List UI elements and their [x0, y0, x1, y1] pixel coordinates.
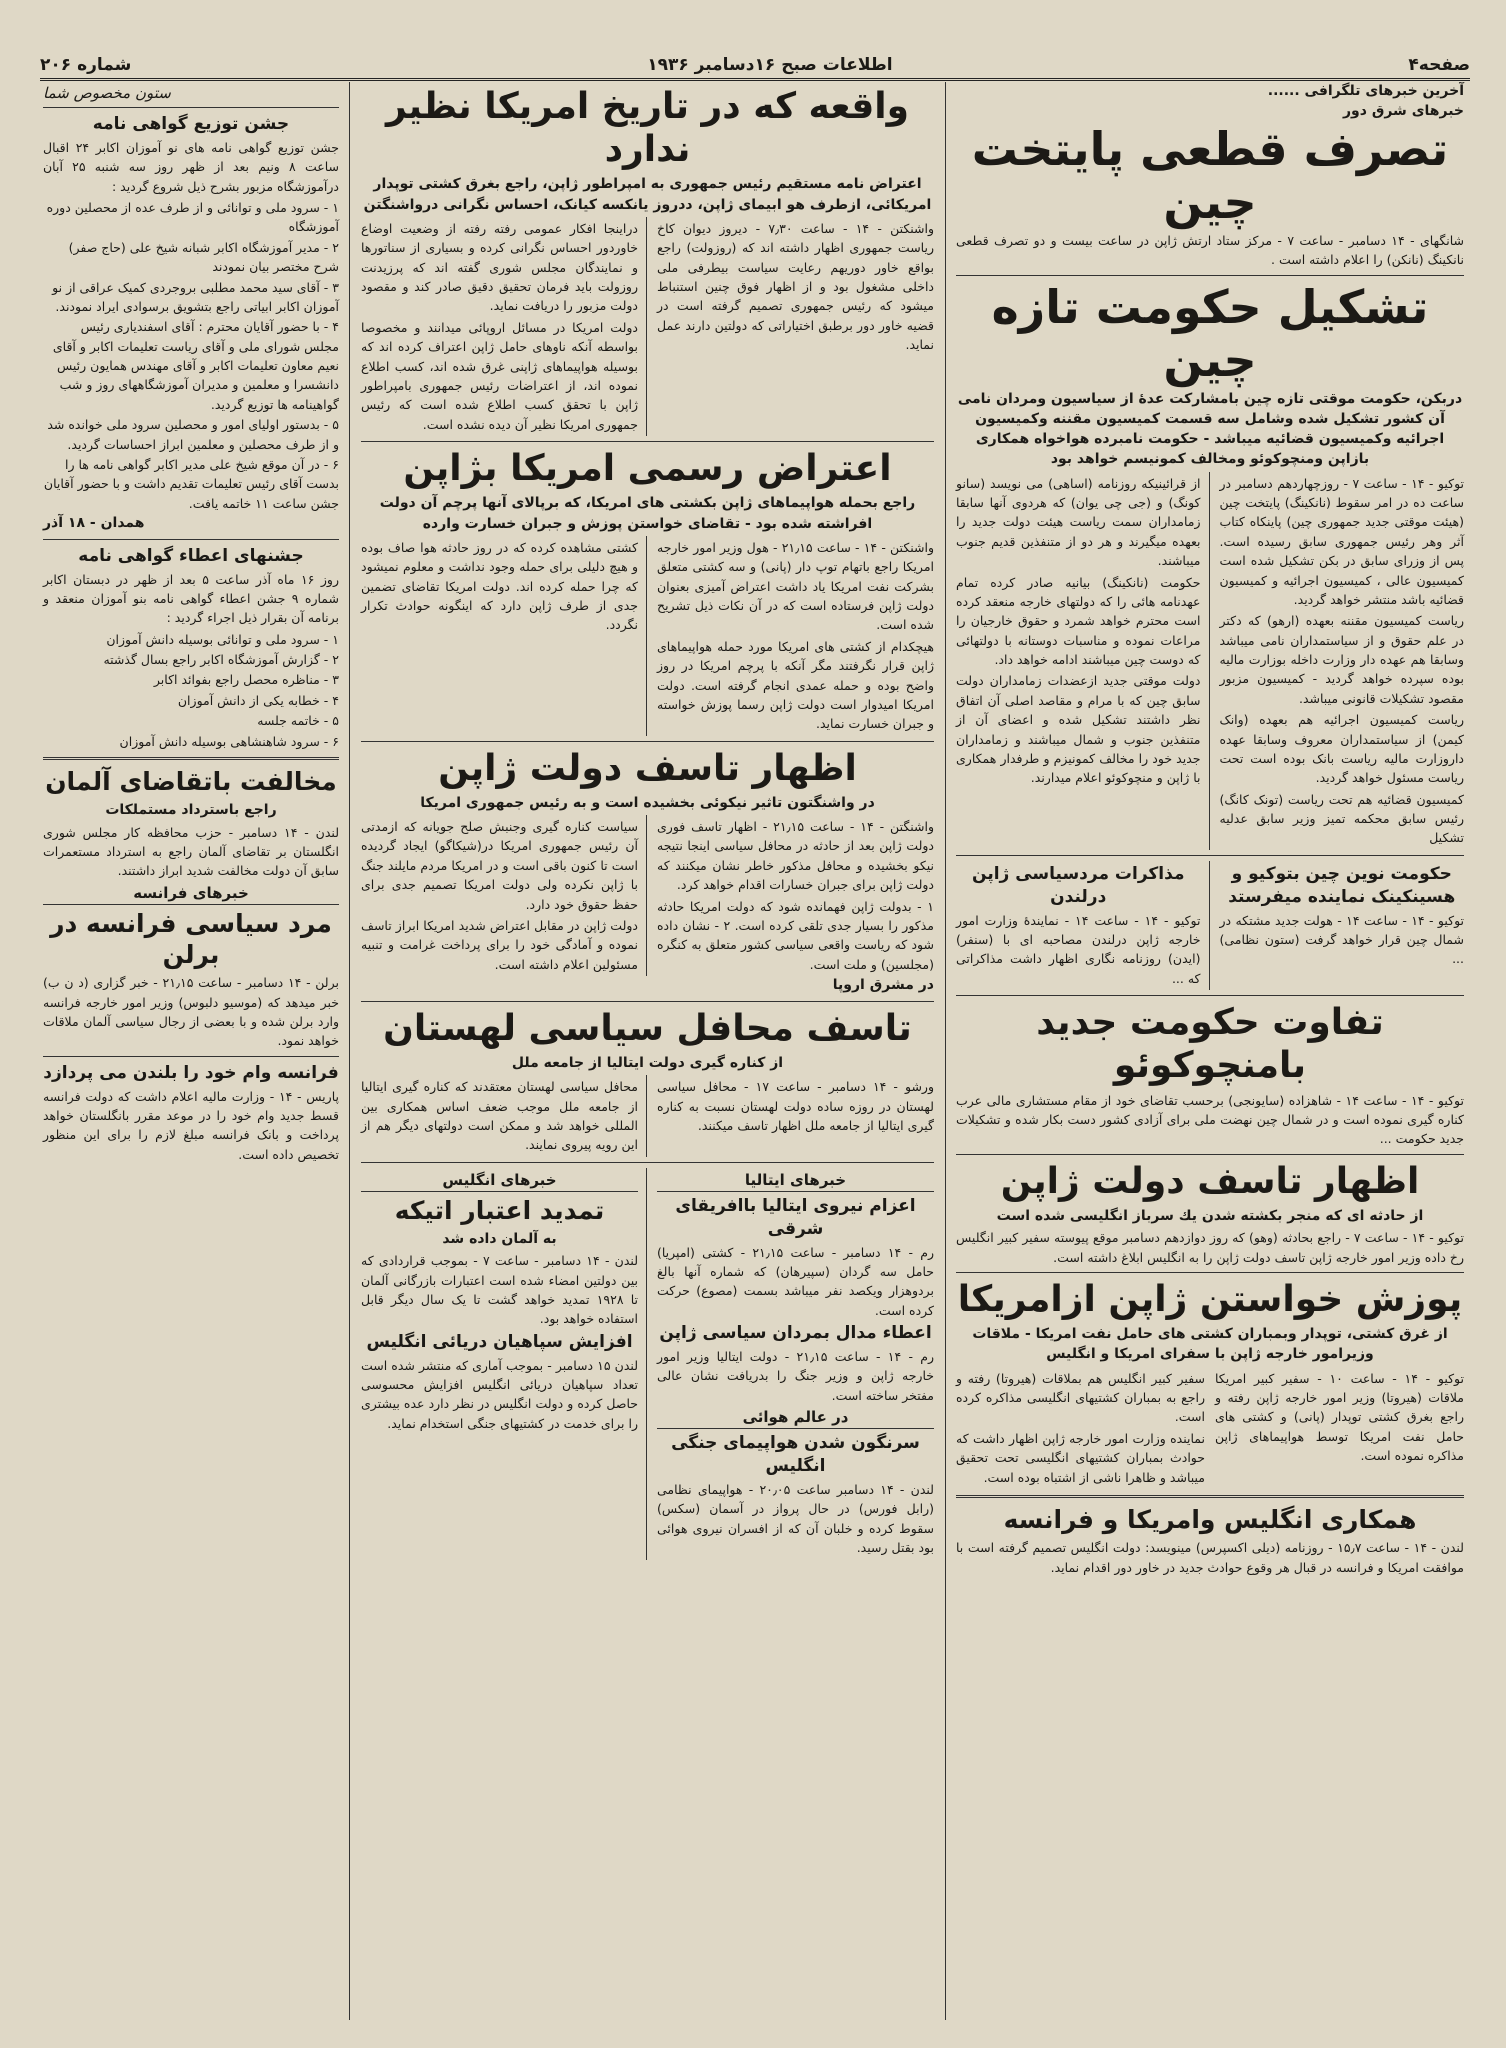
headline: تاسف محافل سیاسی لهستان — [383, 1007, 912, 1049]
article-text: واشنگتن - ۱۴ - ساعت ۲۱٫۱۵ - اظهار تاسف فوری دولت ژاپن بعد از حادثه در محافل سیاسی اینجا نتیجه نیکو بخشیده و محافل مذکور خاطر نشان میکنند که دولت ژاپن برای جبران خسارات اقدام خواهد کرد. — [657, 819, 935, 893]
headline: سرنگون شدن هواپیمای جنگی انگلیس — [671, 1433, 920, 1477]
article-text: برلن - ۱۴ دسامبر - ساعت ۲۱٫۱۵ - خبر گزاری (د ن ب) خبر میدهد که (موسیو دلبوس) وزیر امور خارجه فرانسه وارد برلن شده و با بعضی از رجال سیاسی آلمان ملاقات خواهد نمود. — [43, 975, 339, 1049]
list-item: ۶ - در آن موقع شیخ علی مدیر اکابر گواهی نامه ها را بدست آقای رئیس تعلیمات تقدیم داشت و با حضور آقایان جشن ساعت ۱۱ خاتمه یافت. — [43, 456, 339, 511]
article-text: ورشو - ۱۴ دسامبر - ساعت ۱۷ - محافل سیاسی لهستان در روزه ساده دولت لهستان نسبت به کناره گیری ایتالیا از جامعه ملل اظهار تاسف میکنند. — [657, 1079, 934, 1133]
list-item: ۵ - خاتمه جلسه — [257, 713, 339, 729]
article-text: لندن - ۱۴ - ساعت ۱۵٫۷ - روزنامه (دیلی اکسپرس) مینویسد: دولت انگلیس تصمیم گرفته است با موافقت امریکا و فرانسه در قبال هر وقوع حوادث جدید در خاور دور اقدام نماید. — [956, 1540, 1464, 1575]
headline: مخالفت باتقاضای آلمان — [45, 766, 337, 796]
list-item: ۴ - با حضور آقایان محترم : آقای اسفندیاری رئیس مجلس شورای ملی و آقای ریاست تعلیمات اکابر و آقای نعیم معاون تعلیمات اکابر و آقای مهندس همایون رئیس دانشسرا و معلمین و مدیران آموزشگاههای روز و شب گواهینامه ها توزیع گردید. — [52, 319, 339, 412]
list-item: ۳ - آقای سید محمد مطلبی بروجردی کمیک عراقی از نو آموزان اکابر ابیاتی راجع بتشویق برسوادی ایراد نمودند. — [52, 279, 339, 314]
article-text: رم - ۱۴ - ساعت ۲۱٫۱۵ - دولت ایتالیا وزیر امور خارجه ژاپن و وزیر جنگ را بدریافت نشان عالی مفتخر ساخته است. — [657, 1349, 935, 1403]
headline: اظهار تاسف دولت ژاپن — [1000, 1160, 1420, 1202]
headline: پوزش خواستن ژاپن ازامریکا — [957, 1278, 1463, 1320]
headline: مذاکرات مردسیاسی ژاپن درلندن — [972, 863, 1185, 907]
article-text: واشنکتن - ۱۴ - ساعت ۲۱٫۱۵ - هول وزیر امور خارجه امریکا راجع باتهام توپ دار (پانی) و سه کشتی متعلق بشرکت نفت امریکا یاد داشت اعتراض آمیزی بعنوان دولت ژاپن فرستاده است که در آن نکات ذیل تشریح شده است. — [657, 539, 934, 633]
list-item: ۴ - خطابه یکی از دانش آموزان — [177, 692, 339, 708]
subheadline: اعتراض نامه مستقیم رئیس جمهوری به امپراطور ژاپن، راجع بغرق کشتی توپدار امریکائی، ازطرف هو ابیمای ژاپن، ددروز یانکسه کیانک، احساس نگرانی درواشنگتن — [363, 176, 932, 213]
article-text: سیاست کناره گیری وجنبش صلح جویانه که ازمدتی آن رئیس جمهوری امریکا در(شیکاگو) ایجاد گردیده است تا کنون باقی است و در امریکا مردم مایلند جنگ با ژاپن نکرده ولی دولت امریکا تصمیم جدی برای حفظ حقوق خود دارد. — [361, 819, 638, 912]
list-item: ۲ - گزارش آموزشگاه اکابر راجع بسال گذشته — [103, 652, 339, 668]
section-label: خبرهای فرانسه — [43, 884, 339, 905]
subheadline: راجع بحمله هواپیماهای ژاپن بکشتی های امریکا، که برپالای آنها پرچم آن دولت افراشته شده بود - تقاضای خواستن پوزش و جبران خسارت وارده — [379, 495, 916, 532]
article-text: شانگهای - ۱۴ دسامبر - ساعت ۷ - مرکز ستاد ارتش ژاپن در ساعت بیست و دو تصرف قطعی نانکینگ (نانکن) را اعلام داشته است . — [956, 232, 1465, 268]
article-text: توکیو - ۱۴ - ساعت ۷ - راجع بحادثه (وهو) که روز دوازدهم دسامبر موقع پیوسته سفیر کبیر انگلیس رخ داده وزیر امور خارجه ژاپن تاسف دولت ژاپن را به انگلیس ابلاغ داشته است. — [956, 1230, 1464, 1265]
article-text: جشن توزیع گواهی نامه های نو آموزان اکابر ۲۴ اقبال ساعت ۸ ونیم بعد از ظهر روز سه شنبه ۲۵ آبان درآموزشگاه مزبور بشرح ذیل شروع گردید : — [43, 139, 339, 194]
article-text: حکومت (نانکینگ) بیانیه صادر کرده تمام عهدنامه هائی را که دولتهای خارجه منعقد کرده است محترم خواهد شمرد و حقوق خارجیان را مراعات نموده و مناسبات دوستانه با دولتهائی که دوست چین میباشند ادامه خواهد داد. — [956, 574, 1201, 668]
page-number: صفحه۴ — [1408, 55, 1470, 75]
headline: تشکیل حکومت تازه چین — [991, 279, 1429, 387]
headline: اظهار تاسف دولت ژاپن — [438, 747, 857, 789]
latest-news-label: آخرین خبرهای تلگرافی ...... — [1267, 83, 1464, 99]
headline: حکومت نوین چین بتوکیو و هسینکینک نماینده میفرستد — [1228, 863, 1456, 907]
article-text: دولت ژاپن در مقابل اعتراض شدید امریکا ابراز تاسف نموده و آمادگی خود را برای پرداخت غرامت و تنبیه مسئولین اعلام داشته است. — [361, 917, 638, 972]
list-item: ۲ - مدیر آموزشگاه اکابر شبانه شیخ علی (حاج صفر) شرح مختصر بیان نمودند — [68, 239, 339, 275]
section-label: خبرهای انگلیس — [361, 1171, 638, 1192]
article-text: از قرائینیکه روزنامه (اساهی) می نویسد (سانو کونگ) و (جی چی یوان) که هردوی آنها سابقا زمامداران سمت ریاست هیئت دولت جدید را بعهده میگیرند و هر دو از متنفذین قدیم جنوب میباشند. — [956, 475, 1201, 569]
subheadline: راجع باسترداد مستملکات — [105, 802, 277, 819]
article-text: دولت امریکا در مسائل اروپائی میدانند و مخصوصا بواسطه آنکه ناوهای حامل ژاپن اعتراف کرده اند که بوسیله هواپیماهای ژاپنی غرق شده اند، کسب اطلاع نموده اند، از اعتراضات رئیس جمهوری بامپراطور ژاپن با تحقق کسب اطلاع شده است که رئیس جمهوری امریکا نظیر آن دیده نشده است. — [361, 319, 638, 432]
masthead — [40, 52, 1470, 81]
article-text: توکیو - ۱۴ - ساعت ۱۴ - هولت جدید مشتکه در شمال چین قرار خواهد گرفت (ستون نظامی) ... — [1219, 912, 1464, 967]
section-label: خبرهای شرق دور — [1343, 102, 1464, 119]
section-label: خبرهای ایتالیا — [657, 1171, 934, 1192]
list-item: ۱ - سرود ملی و توانائی بوسیله دانش آموزان — [106, 631, 339, 647]
article-text: کشتی مشاهده کرده که در روز حادثه هوا صاف بوده و هیچ دلیلی برای حمله وجود نداشت و معلوم نمیشود که چرا حمله کرده اند. دولت امریکا تقاضای تضمین جدی از طرف ژاپن دارد که اینگونه حوادث تکرار نگردد. — [361, 539, 638, 633]
left-column — [37, 82, 345, 2020]
article-text: لندن - ۱۴ دسامبر - حزب محافظه کار مجلس شوری انگلستان بر تقاضای آلمان راجع به استرداد مستعمرات سابق آن دولت مخالفت شدید ابراز داشتند. — [43, 824, 339, 879]
article-text: لندن - ۱۴ دسامبر ساعت ۲۰٫۰۵ - هواپیمای نظامی (رابل فورس) در حال پرواز در آسمان (سکس) سقوط کرده و خلبان آن که از افسران نیروی هوائی بود بقتل رسید. — [657, 1482, 934, 1556]
article-text: روز ۱۶ ماه آذر ساعت ۵ بعد از ظهر در دبستان اکابر شماره ۹ جشن اعطاء گواهی نامه بنو آموزان منعقد و برنامه آن بقرار ذیل اجراء گردید : — [43, 571, 339, 626]
list-item: ۳ - مناظره محصل راجع بفوائد اکابر — [153, 672, 339, 688]
right-column — [950, 82, 1470, 2020]
article-text: دراینجا افکار عمومی رفته رفته از وضعیت اوضاع خاوردور احساس نگرانی کرده و بسیاری از سناتورها و نمایندگان مجلس شوری گفته اند که پرزیدنت روزولت باید فرمان تحقیق دقیق صادر کند و مقصود دولت مزبور را دریافت نماید. — [361, 220, 638, 314]
article-text: هیچکدام از کشتی های امریکا مورد حمله هواپیماهای ژاپن قرار نگرفتند مگر آنکه با پرچم امریکا در روز واضح بوده و حمله عمدی انجام گرفته است. دولت امریکا امیدوار است دولت ژاپن رسما پوزش خواسته و جبران خسارت نماید. — [657, 638, 934, 732]
column-header: ستون مخصوص شما — [43, 84, 171, 102]
issue-number: شماره ۲۰۶ — [40, 55, 132, 75]
article-text: واشنکتن - ۱۴ - ساعت ۷٫۳۰ - دیروز دیوان کاخ ریاست جمهوری اظهار داشته اند که (روزولت) راجع بواقع خاور دوریهم رعایت سیاست بیطرفی ملی داخلی مشغول بود و از اظهار فوق چنین استنباط میشود که رئیس جمهوری تصمیم گرفته است در قضیه خاور دور برطبق اختیاراتی که دولتین دارند عمل نماید. — [657, 220, 935, 353]
dateline: همدان - ۱۸ آذر — [43, 515, 145, 532]
list-item: ۵ - بدستور اولیای امور و محصلین سرود ملی خوانده شد و از طرف محصلین و معلمین ابراز احساسات گردید. — [47, 417, 339, 452]
headline: اعزام نیروی ایتالیا باافریقای شرقی — [675, 1195, 916, 1239]
subheadline: دربکن، حکومت موقتی تازه چین بامشارکت عدۀ از سیاسیون ومردان نامی آن کشور تشکیل شده وشامل سه قسمت کمیسیون مقننه وکمیسیون اجرائیه وکمیسیون قضائیه میباشد - حکومت نامبرده هواخواه همکاری بازاپن ومنچوکوئو ومخالف کمونیسم خواهد بود — [957, 390, 1463, 468]
list-item: ۶ - سرود شاهنشاهی بوسیله دانش آموزان — [119, 733, 339, 749]
subheadline: از غرق کشتی، توپدار وبمباران کشتی های حامل نفت امریکا - ملاقات وزیرامور خارجه ژاپن با سفرای امریکا و انگلیس — [972, 1326, 1448, 1363]
column-divider — [349, 82, 350, 2020]
subheadline: از کناره گیری دولت ایتالیا از جامعه ملل — [511, 1054, 784, 1071]
column-divider — [945, 82, 946, 2020]
article-text: توکیو - ۱۴ - ساعت ۱۰ - سفیر کبیر امریکا ملاقات (هیروتا) وزیر امور خارجه ژاپن رفته و راجع بغرق کشتی توپدار (پانی) و کشتی های حامل نفت امریکا توسط هواپیماهای ژاپن مذاکره نموده است. — [1215, 1370, 1464, 1464]
headline: تمدید اعتبار اتیکه — [394, 1195, 605, 1225]
middle-column — [355, 82, 940, 2020]
subheadline: به آلمان داده شد — [442, 1230, 557, 1247]
headline: تفاوت حکومت جدید بامنچوکوئو — [1036, 1002, 1384, 1087]
section-label: در مشرق اروپا — [832, 977, 934, 994]
list-item: ۱ - سرود ملی و توانائی و از طرف عده از محصلین دوره آموزشگاه — [46, 200, 339, 235]
article-text: ریاست کمیسیون مقننه بعهده (ارهو) که دکتر در علم حقوق و از سیاستمداران نامی میباشد وسابقا هم عهده دار وزارت داخله بوزارت مالیه بوده سپرده خواهد گردید - کمیسیون مزبور مقصود تشکیلات قانونی میباشد. — [1219, 613, 1464, 706]
article-text: ریاست کمیسیون اجرائیه هم بعهده (وانک کیمن) از سیاستمداران معروف وسابقا عهده داروزارت مالیه ریاست بانک بوده است تحت ریاست مسئول خواهد گردید. — [1219, 712, 1464, 786]
article-text: لندن - ۱۴ دسامبر - ساعت ۷ - بموجب قراردادی که بین دولتین امضاء شده است اعتبارات بازرگانی آلمان تا ۱۹۲۸ تمدید خواهد گشت تا یک سال دیگر قابل استفاده خواهد بود. — [361, 1253, 638, 1327]
article-text: لندن ۱۵ دسامبر - بموجب آماری که منتشر شده است تعداد سپاهیان دریائی انگلیس افزایش محسوسی حاصل کرده و دولت انگلیس در نظر دارد عده بیشتری را برای خدمت در کشتیهای جنگی استخدام نماید. — [361, 1357, 639, 1431]
section-label: در عالم هوائی — [657, 1408, 934, 1429]
article-text: توکیو - ۱۴ - ساعت ۱۴ - نمایندهٔ وزارت امور خارجه ژاپن درلندن مصاحبه ای با (سنفر) (ایدن) روزنامه نگاری اظهار داشت مذاکراتی که ... — [956, 912, 1201, 986]
headline: جشنهای اعطاء گواهی نامه — [78, 545, 304, 566]
headline: اعطاء مدال بمردان سیاسی ژاپن — [659, 1323, 932, 1344]
subheadline: در واشنگتون تاثیر نیکوئی بخشیده است و به رئیس جمهوری امریکا — [420, 794, 875, 811]
article-text: پاریس - ۱۴ - وزارت مالیه اعلام داشت که دولت فرانسه قسط جدید وام خود را در موعد مقرر بانگلستان خواهد پرداخت و بانک فرانسه مبلغ لازم را برای این منظور تخصیص داده است. — [43, 1088, 339, 1162]
headline: افزایش سپاهیان دریائی انگلیس — [366, 1331, 633, 1352]
headline: جشن توزیع گواهی نامه — [92, 114, 290, 134]
headline: تصرف قطعی پایتخت چین — [971, 122, 1449, 230]
article-text: دولت موقتی جدید ازعضدات زمامداران دولت سابق چین که با مرام و مقاصد اصلی آن اتفاق نظر داشتند تشکیل شده و اعضای آن از متنفذین جنوب و شمال میباشند و زمامداران جدید خود را مخالف کمونیزم و طرفدار همکاری با ژاپن و منچوکوئو اعلام میدارند. — [956, 673, 1201, 786]
issue-date: اطلاعات صبح ۱۶دسامبر ۱۹۳۶ — [647, 55, 893, 75]
article-text: سفیر کبیر انگلیس هم بملاقات (هیروتا) رفته و راجع به بمباران کشتیهای انگلیسی مذاکره کرده است. — [956, 1370, 1205, 1425]
article-text: محافل سیاسی لهستان معتقدند که کناره گیری ایتالیا از جامعه ملل موجب ضعف اساس همکاری بین المللی خواهد شد و ممکن است دولتهای دیگر هم از این رویه پیروی نمایند. — [361, 1079, 638, 1153]
article-text: کمیسیون قضائیه هم تحت ریاست (تونک کانگ) رئیس سابق محکمه تمیز وزیر سابق عدلیه تشکیل — [1219, 791, 1464, 846]
article-text: توکیو - ۱۴ - ساعت ۱۴ - شاهزاده (سایونجی) برحسب تقاضای خود از مقام مستشاری مالی عرب کناره گیری نموده است و در شمال چین نهضت ملی برای آزادی کشور دست بکار شده و تشکیلات جدید حکومت ... — [956, 1092, 1464, 1147]
headline: مرد سیاسی فرانسه در برلن — [50, 908, 332, 969]
headline: اعتراض رسمی امریکا بژاپن — [403, 448, 892, 490]
headline: فرانسه وام خود را بلندن می پردازد — [43, 1062, 339, 1083]
article-text: نماینده وزارت امور خارجه ژاپن اظهار داشت که حوادث بمباران کشتیهای انگلیسی تحت تحقیق میباشد و ظاهرا ناشی از اشتباه بوده است. — [956, 1430, 1205, 1485]
article-text: توکیو - ۱۴ - ساعت ۷ - روزچهاردهم دسامبر در ساعت ده در امر سقوط (نانکینگ) پایتخت چین (هیئت موقتی جدید جمهوری چین) پاینکاه کتاب آثر وهر رئیس جمهوری سابق رسیده است. پس از وزرای سابق در بکن تشکیل شده است کمیسیون عالی ، کمیسیون اجرائیه و کمیسیون قضائیه باشد منتشر خواهد گردید. — [1219, 475, 1465, 607]
article-text: رم - ۱۴ دسامبر - ساعت ۲۱٫۱۵ - کشتی (امپریا) حامل سه گردان (سپیرهان) که شماره آنها بالغ بردوهزار ویکصد نفر میباشد بسمت (مصوع) حرکت کرده است. — [657, 1244, 934, 1318]
subheadline: از حادثه ای که منجر بکشته شدن یك سرباز انگلیسی شده است — [996, 1207, 1424, 1224]
headline: واقعه که در تاریخ امریکا نظیر ندارد — [386, 86, 909, 171]
headline: همکاری انگلیس وامریکا و فرانسه — [1003, 1504, 1417, 1534]
article-text: ۱ - بدولت ژاپن فهمانده شود که دولت امریکا حادثه مذکور را بسیار جدی تلقی کرده است. ۲ - نشان داده شود که ریاست واقعی سیاسی کشور متعلق به کنگره (مجلسین) و ملت است. — [657, 898, 934, 972]
